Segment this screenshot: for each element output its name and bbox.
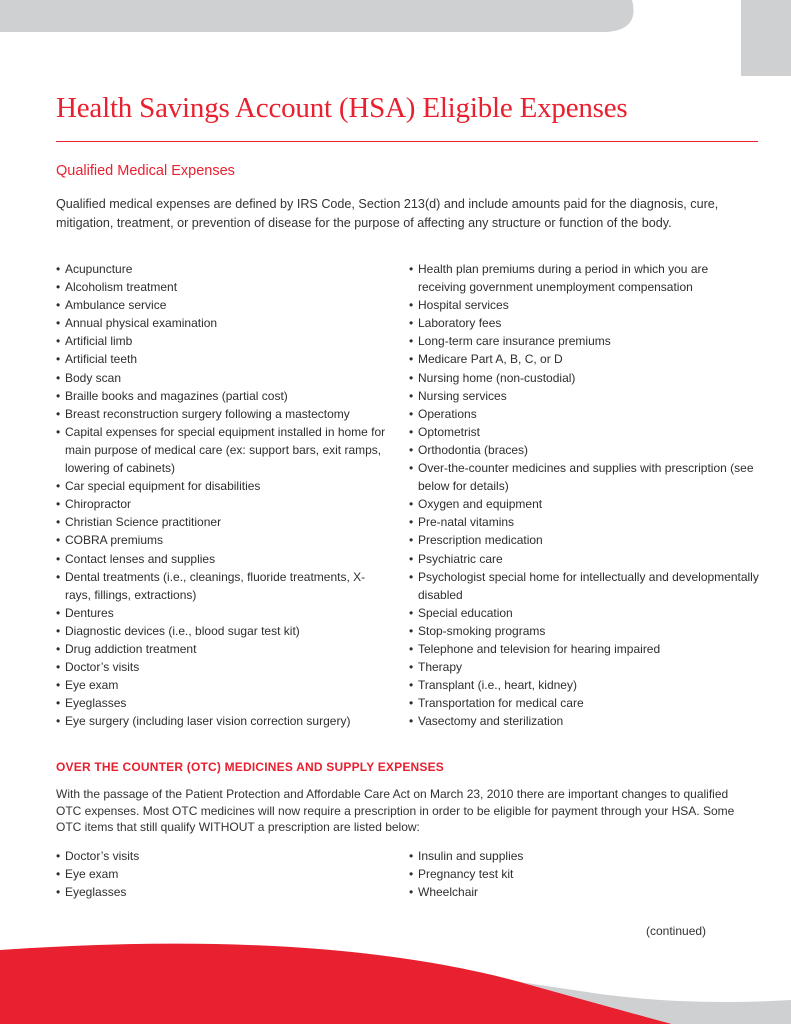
list-item: • Braille books and magazines (partial cost) [56,387,386,405]
qualified-intro: Qualified medical expenses are defined by IRS Code, Section 213(d) and include amounts paid for the diagnosis, cure, mitigation, treatment, or prevention of disease for the purpose of affecting any structure or function of the body. [56,197,719,230]
otc-list-right [409,847,739,901]
header-decorative-band [0,0,791,80]
list-item: • Oxygen and equipment [409,495,759,513]
continued-label: (continued) [646,924,707,938]
list-item: • Nursing services [409,387,759,405]
qualified-list-right [409,260,759,730]
list-item: • Pre-natal vitamins [409,513,759,531]
list-item: • Optometrist [409,423,759,441]
list-item: • Over-the-counter medicines and supplies with prescription (see below for details) [409,459,759,495]
list-item: • Chiropractor [56,495,386,513]
list-item: • Eye exam [56,676,386,694]
list-item: • Stop-smoking programs [409,622,759,640]
list-item: • Artificial teeth [56,350,386,368]
list-item: • Eyeglasses [56,694,386,712]
list-item: • Special education [409,604,759,622]
list-item: • Car special equipment for disabilities [56,477,386,495]
list-item: • Wheelchair [409,883,739,901]
list-item: • Doctor’s visits [56,658,386,676]
list-item: • Annual physical examination [56,314,386,332]
list-item: • Ambulance service [56,296,386,314]
list-item: • Eyeglasses [56,883,386,901]
title-divider [56,141,758,142]
page-title: Health Savings Account (HSA) Eligible Expenses [56,92,628,124]
list-item: • Transplant (i.e., heart, kidney) [409,676,759,694]
list-item: • Insulin and supplies [409,847,739,865]
otc-section-heading: OVER THE COUNTER (OTC) MEDICINES AND SUPPLY EXPENSES [56,760,445,774]
footer-decorative-wave [0,940,791,1024]
list-item: • Long-term care insurance premiums [409,332,759,350]
qualified-list-left [56,260,386,730]
list-item: • Therapy [409,658,759,676]
qualified-section-heading: Qualified Medical Expenses [56,163,235,179]
list-item: • Dentures [56,604,386,622]
list-item: • Drug addiction treatment [56,640,386,658]
list-item: • Pregnancy test kit [409,865,739,883]
list-item: • Capital expenses for special equipment installed in home for main purpose of medical care (ex: support bars, exit ramps, lowering of cabinets) [56,423,386,477]
list-item: • Artificial limb [56,332,386,350]
otc-list-left [56,847,386,901]
list-item: • Telephone and television for hearing impaired [409,640,759,658]
list-item: • Orthodontia (braces) [409,441,759,459]
otc-intro: With the passage of the Patient Protection and Affordable Care Act on March 23, 2010 there are important changes to qualified OTC expenses. Most OTC medicines will now require a prescription in order to be eligible for payment through your HSA. Some OTC items that still qualify WITHOUT a prescription are listed below: [56,787,735,834]
list-item: • Eye exam [56,865,386,883]
list-item: • Diagnostic devices (i.e., blood sugar test kit) [56,622,386,640]
list-item: • Breast reconstruction surgery following a mastectomy [56,405,386,423]
list-item: • COBRA premiums [56,531,386,549]
list-item: • Laboratory fees [409,314,759,332]
list-item: • Psychologist special home for intellectually and developmentally disabled [409,568,759,604]
list-item: • Health plan premiums during a period in which you are receiving government unemployment compensation [409,260,759,296]
list-item: • Eye surgery (including laser vision correction surgery) [56,712,386,730]
list-item: • Hospital services [409,296,759,314]
list-item: • Transportation for medical care [409,694,759,712]
list-item: • Body scan [56,369,386,387]
list-item: • Vasectomy and sterilization [409,712,759,730]
list-item: • Doctor’s visits [56,847,386,865]
list-item: • Dental treatments (i.e., cleanings, fluoride treatments, X-rays, fillings, extractions) [56,568,386,604]
list-item: • Christian Science practitioner [56,513,386,531]
list-item: • Contact lenses and supplies [56,550,386,568]
list-item: • Medicare Part A, B, C, or D [409,350,759,368]
list-item: • Prescription medication [409,531,759,549]
list-item: • Psychiatric care [409,550,759,568]
list-item: • Acupuncture [56,260,386,278]
list-item: • Alcoholism treatment [56,278,386,296]
list-item: • Operations [409,405,759,423]
list-item: • Nursing home (non-custodial) [409,369,759,387]
